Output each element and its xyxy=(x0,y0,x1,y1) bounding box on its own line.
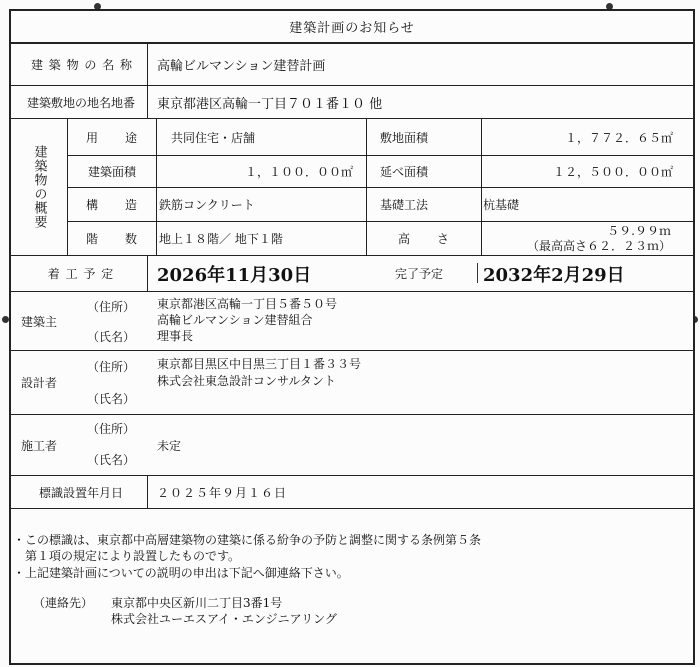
designer-address: 東京都目黒区中目黒三丁目１番３３号 xyxy=(157,357,362,371)
start-label: 着 工 予 定 xyxy=(47,267,115,281)
owner-title: 理事長 xyxy=(157,329,194,343)
owner-name-label: （氏名） xyxy=(87,329,136,344)
structure-value: 鉄筋コンクリート xyxy=(159,198,255,212)
posted-label: 標識設置年月日 xyxy=(38,485,123,500)
end-label: 完了予定 xyxy=(395,267,444,281)
site-area-label: 敷地面積 xyxy=(380,130,429,145)
height-value: ５９.９９ｍ xyxy=(607,223,671,238)
note-line-1: ・この標識は、東京都中高層建築物の建築に係る紛争の予防と調整に関する条例第５条 xyxy=(13,533,482,547)
rule xyxy=(481,118,482,255)
floor-area-label: 延べ面積 xyxy=(380,164,429,179)
overview-label: 建築物の概要 xyxy=(31,144,47,229)
site-area-value: １，７７２．６５㎡ xyxy=(564,130,673,145)
note-line-2: 第１項の規定により設置したものです。 xyxy=(13,549,241,563)
floors-label: 階 数 xyxy=(85,232,138,246)
building-name-label: 建 築 物 の 名 称 xyxy=(30,58,134,72)
use-label: 用 途 xyxy=(85,130,138,145)
rule xyxy=(477,263,478,283)
rule xyxy=(11,508,693,509)
contractor-address-label: （住所） xyxy=(87,421,136,436)
site-value: 東京都港区高輪一丁目７０１番１０ 他 xyxy=(157,96,383,112)
rule xyxy=(67,118,68,255)
rule xyxy=(11,475,693,476)
note-line-3: ・上記建築計画についての説明の申出は下記へ御連絡下さい。 xyxy=(13,566,349,580)
building-name-value: 高輪ビルマンション建替計画 xyxy=(157,59,326,74)
designer-label: 設計者 xyxy=(21,376,58,390)
end-date: 2032年2月29日 xyxy=(483,264,625,286)
floors-value: 地上１８階／ 地下１階 xyxy=(159,232,283,246)
owner-name: 高輪ビルマンション建替組合 xyxy=(157,313,313,327)
start-date: 2026年11月30日 xyxy=(157,264,312,286)
mounting-screw xyxy=(2,316,9,323)
rule xyxy=(147,255,148,291)
contact-address: 東京都中央区新川二丁目3番1号 xyxy=(111,596,283,610)
rule xyxy=(156,118,157,255)
foundation-label: 基礎工法 xyxy=(380,198,429,212)
posted-value: ２０２５年９月１６日 xyxy=(157,485,288,500)
designer-name: 株式会社東急設計コンサルタント xyxy=(157,374,336,388)
height-max-value: （最高高さ６２．２３ｍ） xyxy=(526,239,671,253)
contact-company: 株式会社ユーエスアイ・エンジニアリング xyxy=(111,612,337,626)
owner-address: 東京都港区高輪一丁目５番５０号 xyxy=(157,297,338,311)
notice-board xyxy=(9,9,695,665)
contractor-value: 未定 xyxy=(157,438,182,453)
contractor-name-label: （氏名） xyxy=(87,452,136,467)
rule xyxy=(11,414,693,415)
building-area-label: 建築面積 xyxy=(87,164,136,179)
contractor-label: 施工者 xyxy=(21,438,58,453)
rule xyxy=(11,85,693,86)
structure-label: 構 造 xyxy=(85,198,138,212)
contact-label: （連絡先） xyxy=(33,596,94,610)
owner-label: 建築主 xyxy=(21,314,58,329)
rule xyxy=(67,187,693,188)
rule xyxy=(147,44,148,118)
rule xyxy=(366,118,367,255)
foundation-value: 杭基礎 xyxy=(483,198,520,212)
designer-name-label: （氏名） xyxy=(87,391,136,406)
rule xyxy=(11,118,693,119)
rule xyxy=(11,255,693,256)
site-label: 建築敷地の地名地番 xyxy=(26,95,135,110)
height-label: 高 さ xyxy=(398,232,451,246)
owner-address-label: （住所） xyxy=(87,299,136,314)
rule xyxy=(147,475,148,508)
overview-label-cell xyxy=(11,118,67,255)
building-area-value: １，１００．００㎡ xyxy=(244,164,353,179)
floor-area-value: １２，５００．００㎡ xyxy=(552,164,673,179)
rule xyxy=(11,350,693,351)
designer-address-label: （住所） xyxy=(87,359,136,374)
rule xyxy=(11,291,693,292)
notice-title: 建築計画のお知らせ xyxy=(11,11,693,44)
use-value: 共同住宅・店舗 xyxy=(171,130,256,145)
